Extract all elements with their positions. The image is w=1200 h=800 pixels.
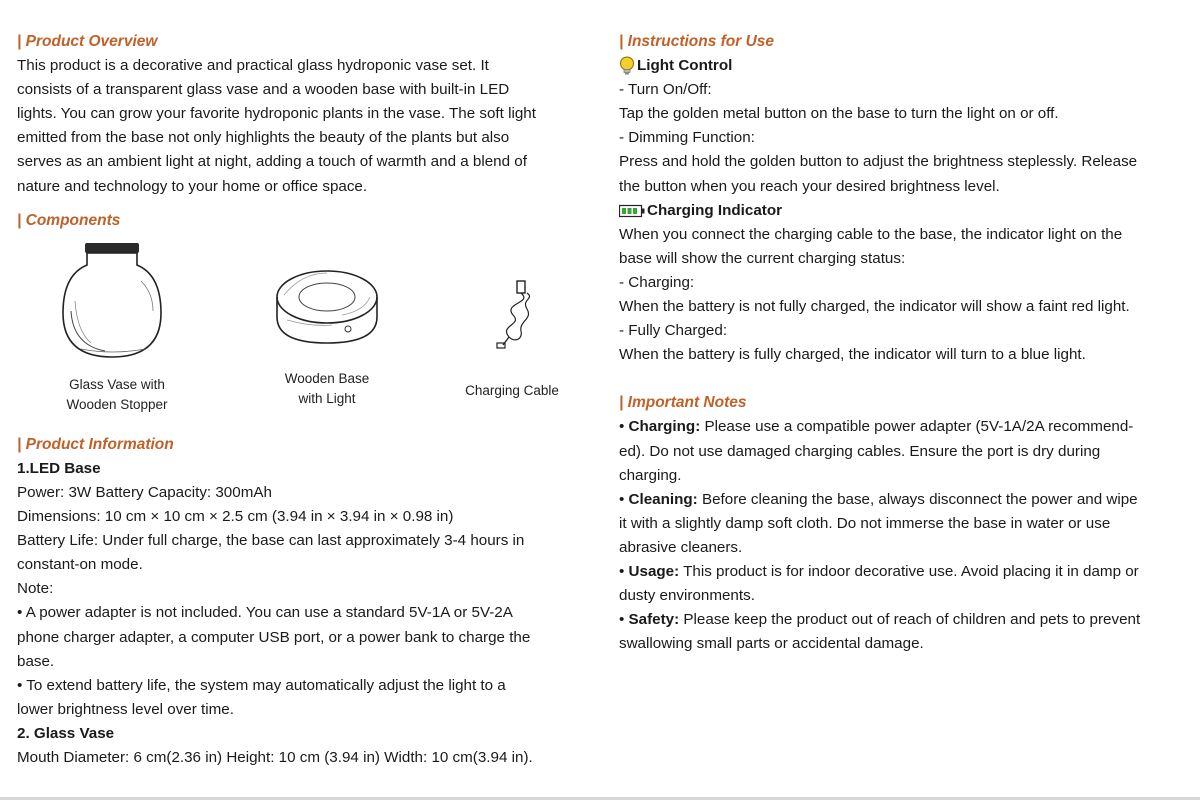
note-text: it with a slightly damp soft cloth. Do not immerse the base in water or use — [619, 514, 1111, 532]
glass-vase-heading: 2. Glass Vase — [17, 724, 115, 742]
note-text: Please keep the product out of reach of children and pets to prevent — [679, 611, 1141, 629]
note-text: swallowing small parts or accidental damage. — [619, 635, 924, 653]
overview-line: lights. You can grow your favorite hydroponic plants in the vase. The soft light — [17, 105, 536, 123]
component-label-line: Wooden Base — [284, 370, 370, 386]
components-title: | Components — [17, 211, 121, 229]
component-label-line: with Light — [298, 391, 356, 407]
led-line: lower brightness level over time. — [17, 700, 234, 718]
led-line: Battery Life: Under full charge, the base can last approximately 3-4 hours in — [17, 532, 525, 550]
overview-line: emitted from the base not only highlights the beauty of the plants but also — [17, 129, 510, 147]
led-base-heading: 1.LED Base — [17, 459, 101, 477]
charging-line: - Charging: — [619, 273, 695, 291]
wooden-base-icon — [272, 265, 382, 350]
light-line: - Turn On/Off: — [619, 81, 712, 99]
light-line: - Dimming Function: — [619, 129, 755, 147]
section-spacer — [619, 367, 1184, 391]
glass-vase-icon — [57, 241, 167, 361]
led-line: Note: — [17, 580, 54, 598]
note-charging: • Charging: Please use a compatible power adapter (5V-1A/2A recommend- ed). Do not use damaged charging cables. Ensure the port is dry during charging. — [619, 415, 1184, 487]
note-text: Before cleaning the base, always disconnect the power and wipe — [697, 490, 1138, 508]
light-control-label: Light Control — [637, 57, 733, 75]
components-row — [17, 235, 577, 433]
led-line: Dimensions: 10 cm × 10 cm × 2.5 cm (3.94 in × 3.94 in × 0.98 in) — [17, 508, 454, 526]
note-label: Safety: — [628, 611, 680, 629]
vase-line: Mouth Diameter: 6 cm(2.36 in) Height: 10 cm (3.94 in) Width: 10 cm(3.94 in). — [17, 748, 533, 766]
right-column — [619, 30, 1184, 656]
battery-icon — [619, 204, 645, 218]
note-label: Usage: — [628, 562, 680, 580]
instructions-title: | Instructions for Use — [619, 33, 775, 50]
led-line: constant-on mode. — [17, 556, 143, 574]
led-base-body — [17, 481, 577, 722]
component-label-line: Glass Vase with — [69, 376, 165, 392]
product-overview-title: | Product Overview — [17, 33, 158, 50]
component-charging-cable-label — [457, 381, 567, 402]
charging-cable-icon — [493, 279, 543, 349]
note-text: Please use a compatible power adapter (5V-1A/2A recommend- — [700, 418, 1134, 436]
overview-line: This product is a decorative and practical glass hydroponic vase set. It — [17, 57, 489, 75]
led-line: Power: 3W Battery Capacity: 300mAh — [17, 483, 272, 501]
overview-line: nature and technology to your home or office space. — [17, 177, 368, 195]
note-text: This product is for indoor decorative use. Avoid placing it in damp or — [679, 562, 1139, 580]
note-cleaning: • Cleaning: Before cleaning the base, always disconnect the power and wipe it with a slightly damp soft cloth. Do not immerse the base in water or use abrasive cleaners. — [619, 488, 1184, 560]
important-notes-title: | Important Notes — [619, 394, 747, 412]
led-line: • To extend battery life, the system may automatically adjust the light to a — [17, 676, 506, 694]
note-text: abrasive cleaners. — [619, 538, 743, 556]
product-information-title: | Product Information — [17, 435, 174, 453]
note-label: Cleaning: — [628, 490, 698, 508]
note-text: charging. — [619, 466, 682, 484]
light-line: Tap the golden metal button on the base to turn the light on or off. — [619, 105, 1059, 123]
component-glass-vase-label — [47, 375, 187, 416]
led-line: phone charger adapter, a computer USB port, or a power bank to charge the — [17, 628, 531, 646]
charging-indicator-heading — [619, 199, 1184, 223]
lightbulb-icon — [619, 56, 635, 76]
note-safety: • Safety: Please keep the product out of reach of children and pets to prevent swallowing small parts or accidental damage. — [619, 608, 1184, 656]
light-line: Press and hold the golden button to adjust the brightness steplessly. Release — [619, 153, 1138, 171]
light-control-body — [619, 78, 1184, 198]
charging-line: When you connect the charging cable to the base, the indicator light on the — [619, 225, 1123, 243]
charging-line: - Fully Charged: — [619, 322, 728, 340]
light-control-heading — [619, 54, 1184, 78]
led-line: base. — [17, 652, 55, 670]
product-overview-body — [17, 54, 577, 199]
component-label-line: Charging Cable — [465, 382, 559, 398]
component-wooden-base-label — [257, 369, 397, 410]
left-column — [17, 30, 577, 770]
charging-line: base will show the current charging status: — [619, 249, 906, 267]
note-label: Charging: — [628, 418, 701, 436]
note-usage: • Usage: This product is for indoor decorative use. Avoid placing it in damp or dusty environments. — [619, 560, 1184, 608]
led-line: • A power adapter is not included. You can use a standard 5V-1A or 5V-2A — [17, 604, 513, 622]
light-line: the button when you reach your desired brightness level. — [619, 177, 1000, 195]
charging-indicator-body — [619, 223, 1184, 368]
charging-line: When the battery is fully charged, the indicator will turn to a blue light. — [619, 346, 1086, 364]
component-label-line: Wooden Stopper — [66, 397, 168, 413]
charging-line: When the battery is not fully charged, the indicator will show a faint red light. — [619, 298, 1130, 316]
charging-indicator-label: Charging Indicator — [647, 201, 783, 219]
overview-line: serves as an ambient light at night, adding a touch of warmth and a blend of — [17, 153, 527, 171]
note-text: dusty environments. — [619, 587, 755, 605]
overview-line: consists of a transparent glass vase and a wooden base with built-in LED — [17, 81, 510, 99]
note-text: ed). Do not use damaged charging cables. Ensure the port is dry during — [619, 442, 1101, 460]
